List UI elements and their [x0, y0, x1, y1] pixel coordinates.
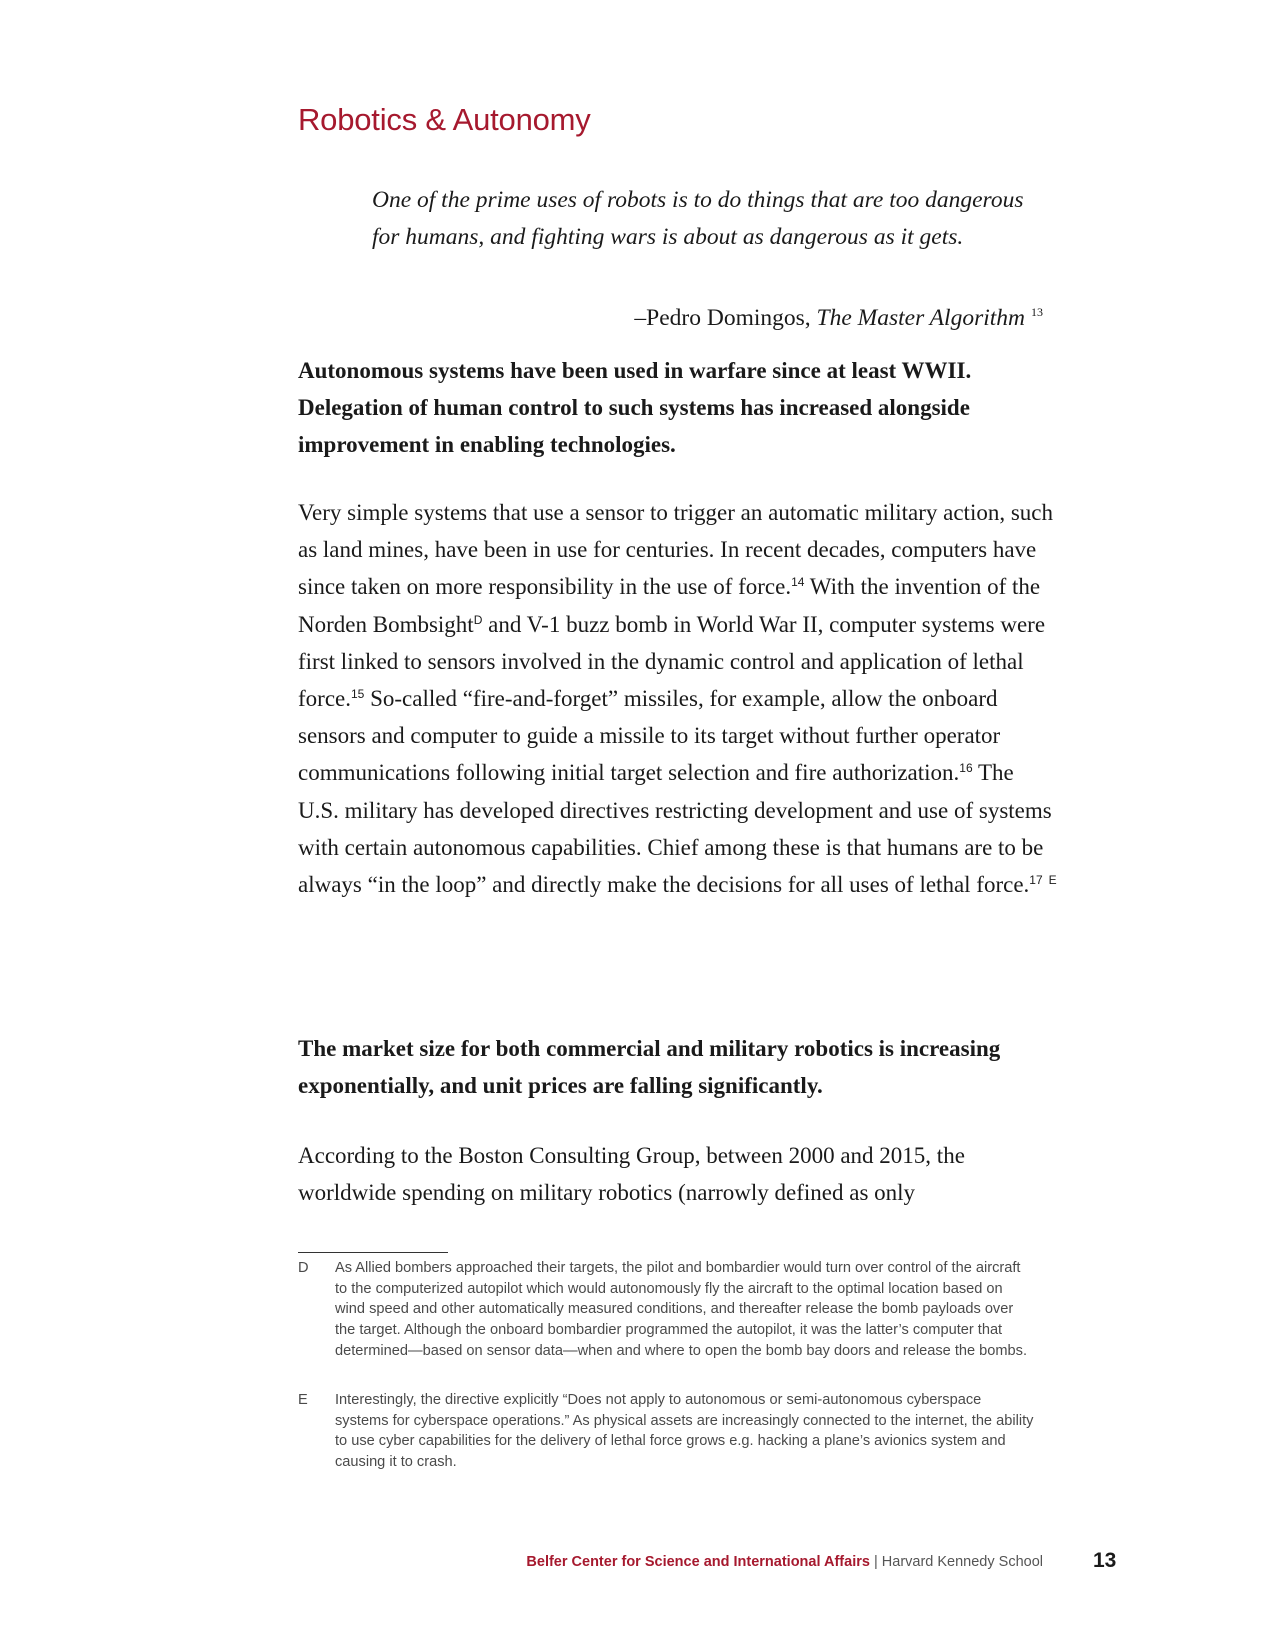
body-paragraph — [298, 494, 1058, 903]
bold-lead-paragraph: The market size for both commercial and military robotics is increasing exponentially, and unit prices are falling significantly. — [298, 1036, 1001, 1099]
page-footer — [526, 1552, 1043, 1572]
paragraph-text: With the invention of the Norden Bombsight — [298, 574, 1041, 637]
page-number: 13 — [1093, 1549, 1117, 1572]
paragraph-text: Very simple systems that use a sensor to trigger an automatic military action, such as land mines, have been in use for centuries. In recent decades, computers have since taken on more responsibility in the use of force. — [298, 500, 1053, 600]
footnote-label: D — [298, 1260, 309, 1276]
footnote-text: Interestingly, the directive explicitly “Does not apply to autonomous or semi-autonomous cyberspace systems for cyberspace operations.” As physical assets are increasingly connected to the internet, the ability to use cyber capabilities for the delivery of lethal force grows e.g. hacking a plane’s avionics system and causing it to crash. — [335, 1392, 1034, 1471]
footnote — [298, 1258, 1058, 1362]
footnote-reference: 16 — [959, 761, 973, 776]
epigraph-quote: One of the prime uses of robots is to do things that are too dangerous for humans, and fighting wars is about as dangerous as it gets. — [372, 187, 1024, 250]
footnote — [298, 1390, 1058, 1473]
footer-school: Harvard Kennedy School — [881, 1554, 1043, 1570]
body-paragraph: According to the Boston Consulting Group, between 2000 and 2015, the worldwide spending on military robotics (narrowly defined as only — [298, 1143, 965, 1206]
footnote-reference: 15 — [351, 687, 365, 702]
attribution-author: –Pedro Domingos, — [634, 305, 811, 331]
epigraph-attribution — [634, 296, 1043, 334]
paragraph-text: So-called “fire-and-forget” missiles, for example, allow the onboard sensors and computer to guide a missile to its target without further operator communications following initial target selection and fire authorization. — [298, 686, 1001, 786]
footer-separator: | — [873, 1554, 878, 1570]
footnote-divider — [298, 1252, 448, 1253]
attribution-work-title: The Master Algorithm — [816, 305, 1025, 331]
section-title: Robotics & Autonomy — [298, 102, 591, 137]
footnote-text: As Allied bombers approached their targets, the pilot and bombardier would turn over control of the aircraft to the computerized autopilot which would autonomously fly the aircraft to the optimal location based on wind speed and other automatically measured conditions, and thereafter release the bomb payloads over the target. Although the onboard bombardier programmed the autopilot, it was the latter’s computer that determined—based on sensor data—when and where to open the bomb bay doors and release the bombs. — [335, 1260, 1028, 1359]
bold-lead-paragraph: Autonomous systems have been used in warfare since at least WWII. Delegation of human control to such systems has increased alongside improvement in enabling technologies. — [298, 358, 972, 458]
footnote-reference: 14 — [791, 575, 805, 590]
footer-organization: Belfer Center for Science and International Affairs — [526, 1554, 870, 1570]
paragraph-text: The U.S. military has developed directives restricting development and use of systems with certain autonomous capabilities. Chief among these is that humans are to be always “in the loop” and directly make the decisions for all uses of lethal force. — [298, 760, 1052, 898]
footnote-reference: E — [1048, 873, 1057, 888]
footnote-reference: D — [473, 612, 483, 627]
paragraph-text: and V-1 buzz bomb in World War II, computer systems were first linked to sensors involved in the dynamic control and application of lethal force. — [298, 611, 1046, 712]
footnote-reference: 17 — [1029, 873, 1043, 888]
footnote-label: E — [298, 1392, 308, 1408]
footnote-reference: 13 — [1031, 305, 1043, 319]
